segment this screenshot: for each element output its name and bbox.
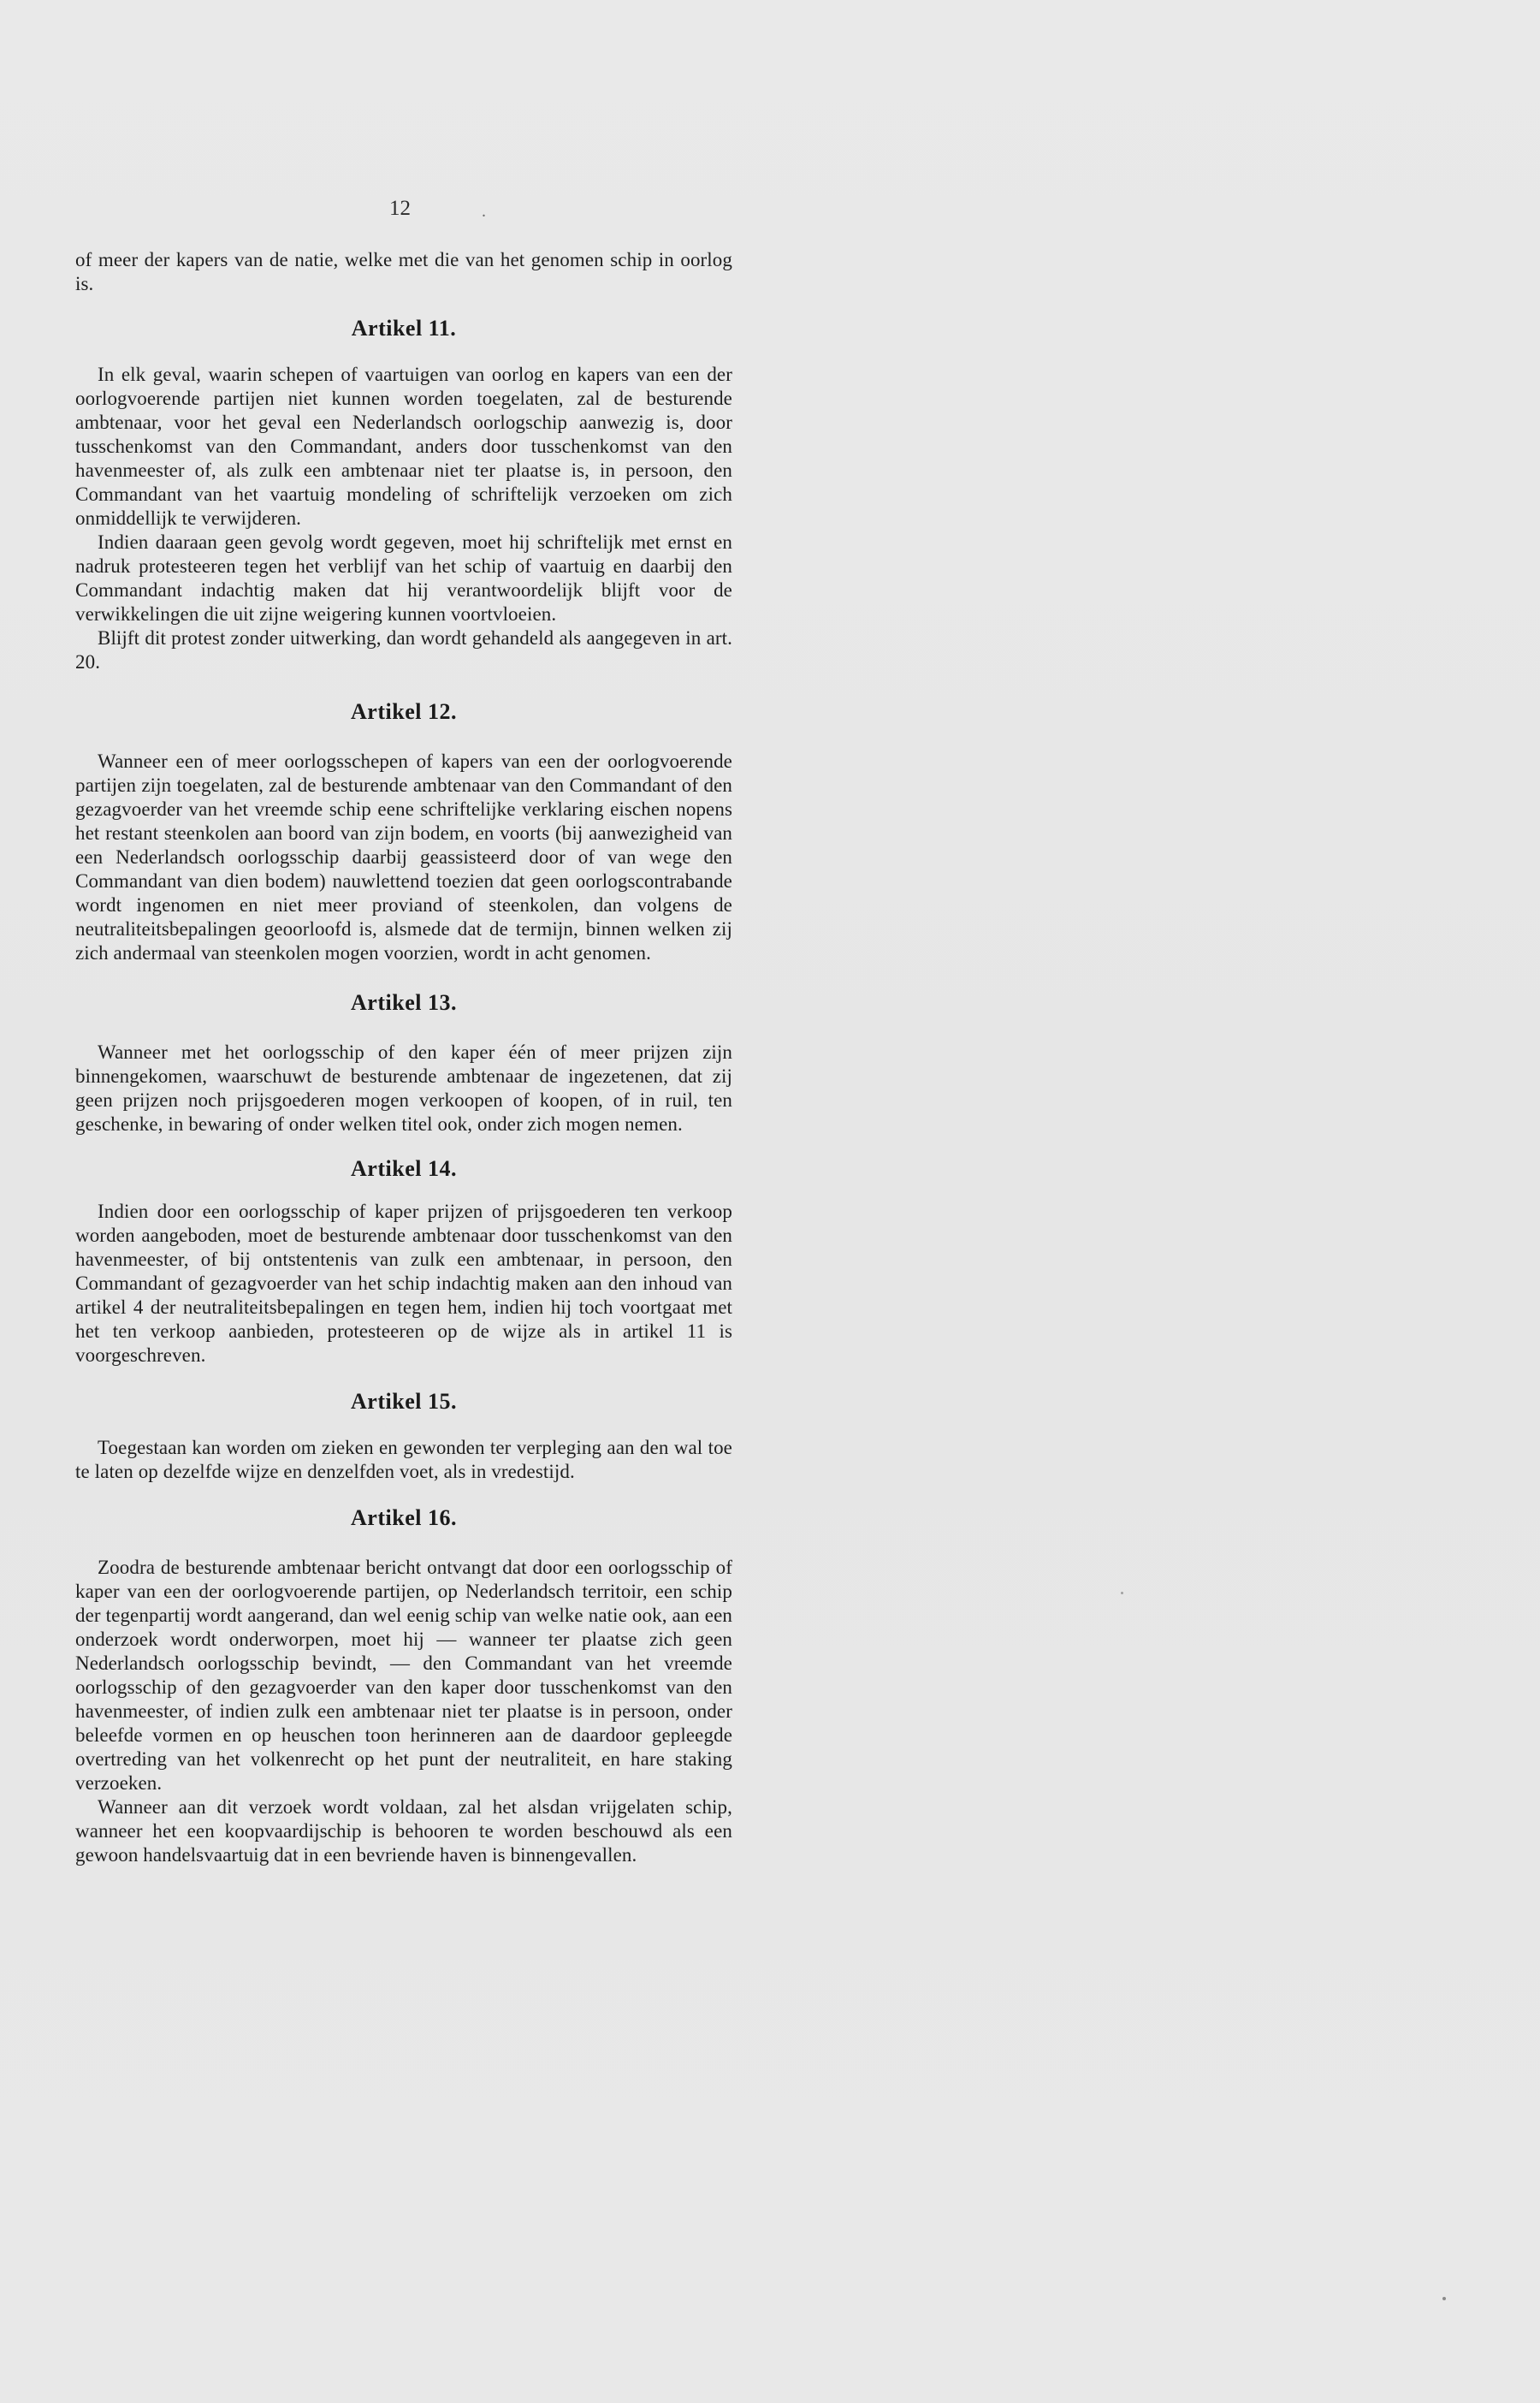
article-12-paragraph-1: Wanneer een of meer oorlogsschepen of kapers van een der oorlogvoerende partijen zijn toegelaten, zal de besturende ambtenaar van den Commandant of den gezagvoerder van het vreemde schip eene schriftelijke verklaring eischen nopens het restant steenkolen aan boord van zijn bodem, en voorts (bij aanwezigheid van een Nederlandsch oorlogsschip daarbij geassisteerd door of van wege den Commandant van dien bodem) nauwlettend toezien dat geen oorlogscontrabande wordt ingenomen en niet meer proviand of steenkolen, dan volgens de neutraliteitsbepalingen geoorloofd is, alsmede dat de termijn, binnen welken zij zich andermaal van steenkolen mogen voorzien, wordt in acht genomen. xyxy=(75,751,732,964)
article-16-heading: Artikel 16. xyxy=(351,1505,457,1530)
page-mark: . xyxy=(482,202,486,221)
page-number: 12 xyxy=(389,197,411,220)
article-14-paragraph-1: Indien door een oorlogsschip of kaper prijzen of prijsgoederen ten verkoop worden aangeboden, moet de besturende ambtenaar door tusschenkomst van den havenmeester, of bij ontstentenis van zulk een ambtenaar, in persoon, den Commandant of gezagvoerder van het schip indachtig maken aan den inhoud van artikel 4 der neutraliteitsbepalingen en tegen hem, indien hij toch voortgaat met het ten verkoop aanbieden, protesteeren op de wijze als in artikel 11 is voorgeschreven. xyxy=(75,1201,732,1366)
article-16-paragraph-1: Zoodra de besturende ambtenaar bericht ontvangt dat door een oorlogsschip of kaper van een der oorlogvoerende partijen, op Nederlandsch territoir, een schip der tegenpartij wordt aangerand, dan wel eenig schip van welke natie ook, aan een onderzoek wordt onderworpen, moet hij — wanneer ter plaatse zich geen Nederlandsch oorlogsschip bevindt, — den Commandant van het vreemde oorlogsschip of den gezagvoerder van den kaper door tusschenkomst van den havenmeester, of indien zulk een ambtenaar niet ter plaatse is in persoon, onder beleefde vormen en op heuschen toon herinneren aan de daardoor gepleegde overtreding van het volkenrecht op het punt der neutraliteit, en hare staking verzoeken. xyxy=(75,1557,732,1794)
article-11-paragraph-2: Indien daaraan geen gevolg wordt gegeven, moet hij schriftelijk met ernst en nadruk protesteeren tegen het verblijf van het schip of vaartuig en daarbij den Commandant indachtig maken dat hij verantwoordelijk blijft voor de verwikkelingen die uit zijne weigering kunnen voortvloeien. xyxy=(75,531,732,625)
article-13-paragraph-1: Wanneer met het oorlogsschip of den kaper één of meer prijzen zijn binnengekomen, waarschuwt de besturende ambtenaar de ingezetenen, dat zij geen prijzen noch prijsgoederen mogen verkoopen of koopen, of in ruil, ten geschenke, in bewaring of onder welken titel ook, onder zich mogen nemen. xyxy=(75,1041,732,1135)
article-12-heading: Artikel 12. xyxy=(351,699,457,724)
article-16-paragraph-2: Wanneer aan dit verzoek wordt voldaan, zal het alsdan vrijgelaten schip, wanneer het een koopvaardijschip is behooren te worden beschouwd als een gewoon handelsvaartuig dat in een bevriende haven is binnengevallen. xyxy=(75,1796,732,1866)
document-body xyxy=(75,195,732,1867)
article-15-heading: Artikel 15. xyxy=(351,1389,457,1414)
intro-paragraph: of meer der kapers van de natie, welke met die van het genomen schip in oorlog is. xyxy=(75,249,732,294)
article-11-paragraph-3: Blijft dit protest zonder uitwerking, dan wordt gehandeld als aangegeven in art. 20. xyxy=(75,627,732,673)
article-13-heading: Artikel 13. xyxy=(351,990,457,1015)
article-11-paragraph-1: In elk geval, waarin schepen of vaartuigen van oorlog en kapers van een der oorlogvoerende partijen niet kunnen worden toegelaten, zal de besturende ambtenaar, voor het geval een Nederlandsch oorlogschip aanwezig is, door tusschenkomst van den Commandant, anders door tusschenkomst van den havenmeester of, als zulk een ambtenaar niet ter plaatse is, in persoon, den Commandant van het vaartuig mondeling of schriftelijk verzoeken om zich onmiddellijk te verwijderen. xyxy=(75,364,732,529)
article-11-heading: Artikel 11. xyxy=(351,316,457,341)
article-14-heading: Artikel 14. xyxy=(351,1156,457,1181)
paper-speck xyxy=(1442,2297,1446,2300)
paper-speck xyxy=(1121,1592,1123,1594)
article-15-paragraph-1: Toegestaan kan worden om zieken en gewonden ter verpleging aan den wal toe te laten op dezelfde wijze en denzelfden voet, als in vredestijd. xyxy=(75,1437,732,1482)
